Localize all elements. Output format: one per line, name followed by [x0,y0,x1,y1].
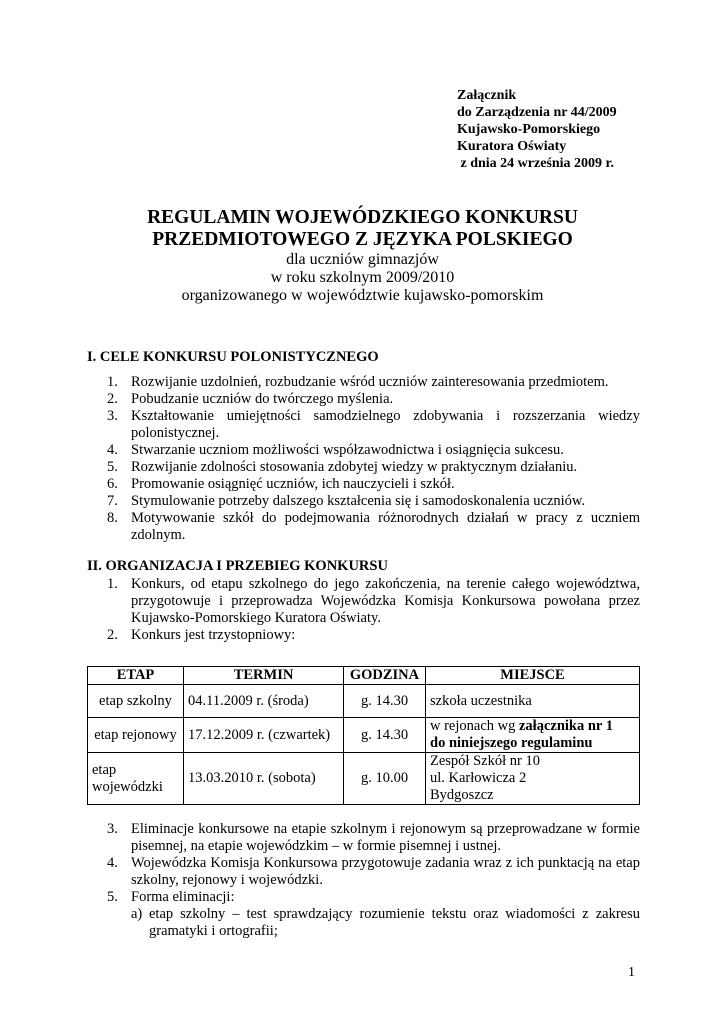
goals-list [107,374,640,544]
list-item [107,476,640,493]
table-cell [88,753,184,805]
table-cell: etap rejonowy [88,718,184,753]
item-text: etap szkolny – test sprawdzający rozumienie tekstu oraz wiadomości z zakresu gramatyki i ortografii; [149,906,640,939]
item-number: 3. [107,821,118,837]
title-line: PRZEDMIOTOWEGO Z JĘZYKA POLSKIEGO [152,229,573,250]
item-text: Eliminacje konkursowe na etapie szkolnym i rejonowym są przeprowadzane w formie pisemnej, na etapie wojewódzkim – w formie pisemnej i ustnej. [131,821,640,854]
page-number: 1 [628,965,635,980]
item-text: Promowanie osiągnięć uczniów, ich nauczycieli i szkół. [131,476,455,492]
annex-reference: załącznika nr 1 [518,718,613,734]
organization-list-continued [107,821,640,906]
item-number: 7. [107,493,118,509]
list-item [107,627,640,644]
item-text: Kształtowanie umiejętności samodzielnego zdobywania i rozszerzania wiedzy polonistycznej. [131,408,640,441]
stages-table [87,666,640,805]
cell-text: etap [92,761,117,778]
table-cell: etap szkolny [88,685,184,718]
table-header-row [88,667,640,685]
table-cell: 04.11.2009 r. (środa) [184,685,344,718]
column-header: TERMIN [184,667,344,685]
list-item [107,442,640,459]
list-item [107,821,640,855]
subtitle-line: w roku szkolnym 2009/2010 [270,269,455,286]
item-text: Stymulowanie potrzeby dalszego kształcenia się i samodoskonalenia uczniów. [131,493,586,509]
item-text: Pobudzanie uczniów do twórczego myślenia. [131,391,394,407]
table-cell: g. 14.30 [344,685,426,718]
title-line: REGULAMIN WOJEWÓDZKIEGO KONKURSU [147,207,578,228]
annex-line: Załącznik [457,88,517,103]
table-row [88,718,640,753]
list-item [107,510,640,544]
item-number: 3. [107,408,118,424]
list-item [107,391,640,408]
table-cell [426,718,640,753]
document-title [0,207,725,305]
item-text: Rozwijanie uzdolnień, rozbudzanie wśród uczniów zainteresowania przedmiotem. [131,374,609,390]
table-cell: szkoła uczestnika [426,685,640,718]
table-row [88,685,640,718]
item-number: 4. [107,855,118,871]
item-text: Konkurs, od etapu szkolnego do jego zakończenia, na terenie całego województwa, przygotowuje i przeprowadza Wojewódzka Komisja Konkursowa powołana przez Kujawsko-Pomorskiego Kuratora Oświaty. [131,576,640,626]
cell-text: Zespół Szkół nr 10 [430,753,540,769]
item-text: Rozwijanie zdolności stosowania zdobytej wiedzy w praktycznym działaniu. [131,459,578,475]
item-number: 2. [107,391,118,407]
table-cell: 17.12.2009 r. (czwartek) [184,718,344,753]
item-text: Motywowanie szkół do podejmowania różnorodnych działań w pracy z uczniem zdolnym. [131,510,640,543]
annex-line: Kuratora Oświaty [457,139,567,154]
column-header: MIEJSCE [426,667,640,685]
list-item [107,374,640,391]
list-item [131,906,640,940]
column-header: GODZINA [344,667,426,685]
list-item [107,408,640,442]
item-letter: a) [131,906,143,922]
table-cell: 13.03.2010 r. (sobota) [184,753,344,805]
table-row [88,753,640,805]
item-number: 1. [107,576,118,592]
item-number: 8. [107,510,118,526]
list-item [107,889,640,906]
item-text: Forma eliminacji: [131,889,235,905]
cell-text: wojewódzki [92,778,163,795]
cell-text: Bydgoszcz [430,787,494,803]
annex-line: z dnia 24 września 2009 r. [457,156,614,171]
item-number: 6. [107,476,118,492]
organization-list [107,576,640,644]
table-cell [426,753,640,805]
list-item [107,855,640,889]
annex-reference: do niniejszego regulaminu [430,735,593,751]
item-text: Konkurs jest trzystopniowy: [131,627,296,643]
column-header: ETAP [88,667,184,685]
item-number: 5. [107,889,118,905]
subtitle-line: dla uczniów gimnazjów [286,251,439,268]
item-number: 5. [107,459,118,475]
item-text: Stwarzanie uczniom możliwości współzawodnictwa i osiągnięcia sukcesu. [131,442,564,458]
annex-header [457,87,617,172]
annex-line: do Zarządzenia nr 44/2009 [457,105,617,120]
section-heading: I. CELE KONKURSU POLONISTYCZNEGO [87,349,379,365]
cell-text: w rejonach wg [430,718,519,734]
list-item [107,576,640,627]
table-cell: g. 10.00 [344,753,426,805]
item-number: 4. [107,442,118,458]
item-number: 1. [107,374,118,390]
list-item [107,459,640,476]
subtitle-line: organizowanego w województwie kujawsko-pomorskim [181,287,544,304]
item-text: Wojewódzka Komisja Konkursowa przygotowuje zadania wraz z ich punktacją na etap szkolny, rejonowy i wojewódzki. [131,855,640,888]
item-number: 2. [107,627,118,643]
elimination-forms-list [131,906,640,940]
annex-line: Kujawsko-Pomorskiego [457,122,601,137]
cell-text: ul. Karłowicza 2 [430,770,527,786]
section-heading: II. ORGANIZACJA I PRZEBIEG KONKURSU [87,558,388,574]
list-item [107,493,640,510]
table-cell: g. 14.30 [344,718,426,753]
